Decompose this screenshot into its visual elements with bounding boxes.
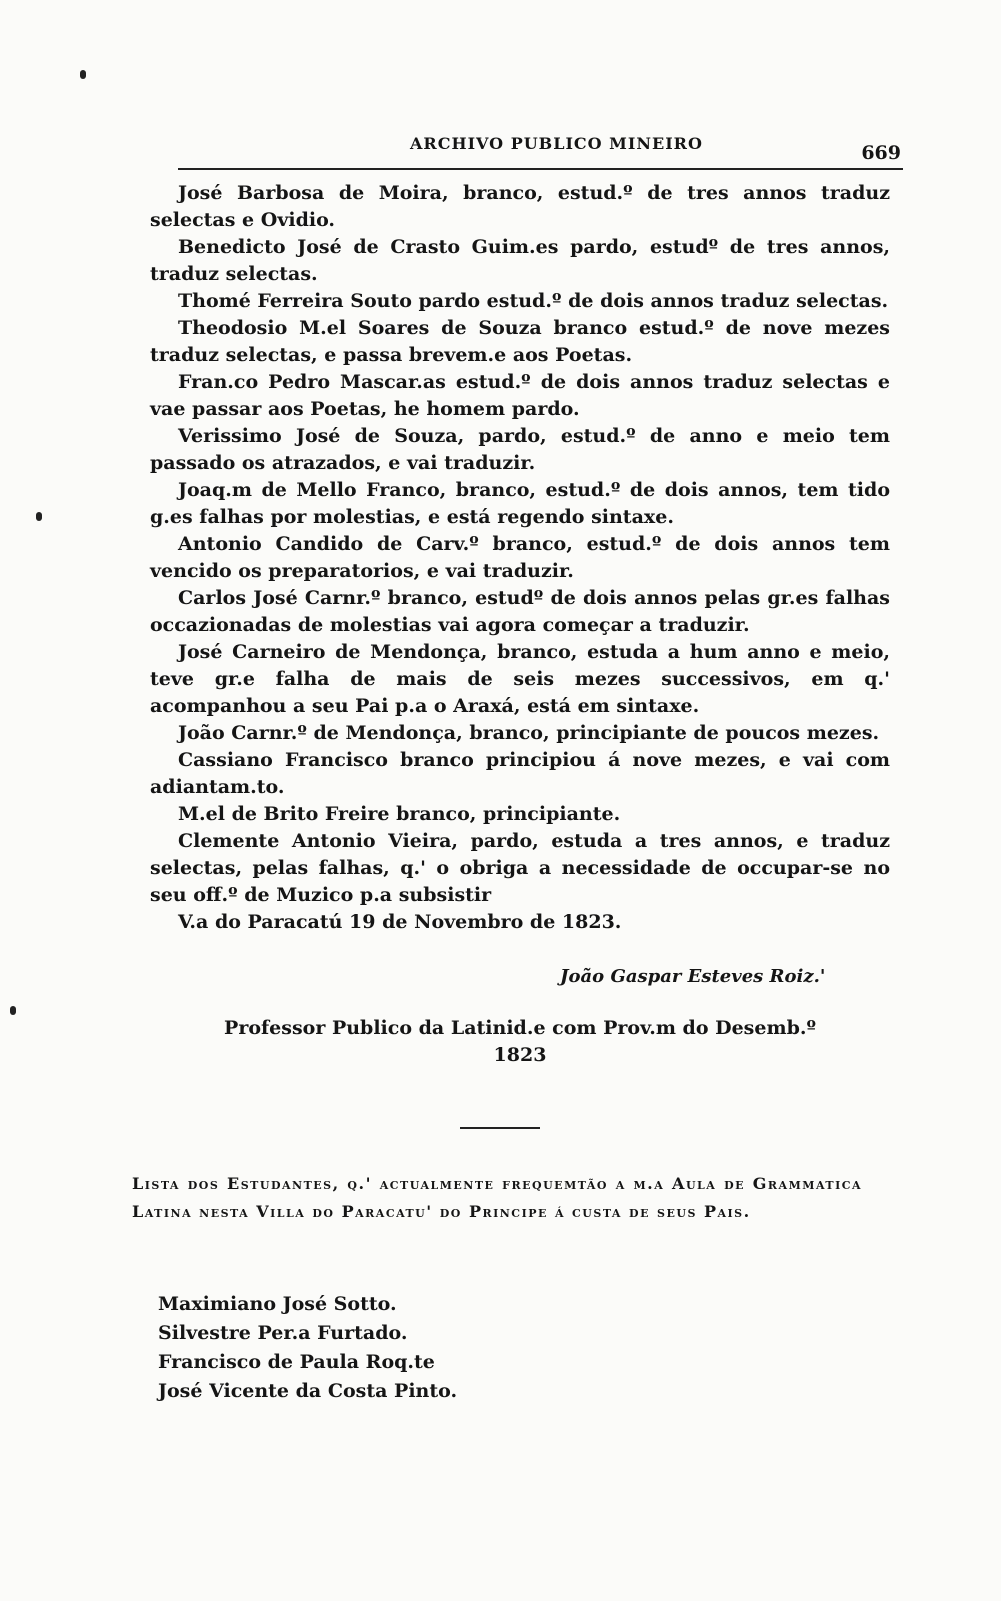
- entry-paragraph: Verissimo José de Souza, pardo, estud.º de anno e meio tem passado os atrazados, e vai traduzir.: [150, 425, 890, 474]
- signatory-post: [150, 1015, 890, 1069]
- entry-paragraph: José Carneiro de Mendonça, branco, estuda a hum anno e meio, teve gr.e falha de mais de seis mezes successivos, em q.' acompanhou a seu Pai p.a o Araxá, está em sintaxe.: [150, 641, 890, 717]
- student-entries: [150, 180, 890, 936]
- entry-paragraph: Thomé Ferreira Souto pardo estud.º de dois annos traduz selectas.: [178, 290, 889, 312]
- entry-paragraph: Theodosio M.el Soares de Souza branco estud.º de nove mezes traduz selectas, e passa brevem.e aos Poetas.: [150, 317, 890, 366]
- entry-paragraph: Joaq.m de Mello Franco, branco, estud.º de dois annos, tem tido g.es falhas por molestias, e está regendo sintaxe.: [150, 479, 890, 528]
- margin-mark: [36, 512, 42, 521]
- post-title: Professor Publico da Latinid.e com Prov.m do Desemb.º: [224, 1017, 816, 1039]
- margin-mark: [10, 1006, 16, 1015]
- page-number: 669: [861, 142, 901, 164]
- section-divider: [460, 1127, 540, 1129]
- student-list: [158, 1290, 457, 1406]
- list-item: José Vicente da Costa Pinto.: [158, 1380, 458, 1402]
- entry-paragraph: Clemente Antonio Vieira, pardo, estuda a tres annos, e traduz selectas, pelas falhas, q.' o obriga a necessidade de occupar-se no seu off.º de Muzico p.a subsistir: [150, 830, 890, 906]
- entry-paragraph: José Barbosa de Moira, branco, estud.º de tres annos traduz selectas e Ovidio.: [150, 182, 890, 231]
- running-header: [178, 128, 903, 170]
- entry-paragraph: M.el de Brito Freire branco, principiante.: [178, 803, 621, 825]
- entry-paragraph: Cassiano Francisco branco principiou á nove mezes, e vai com adiantam.to.: [150, 749, 890, 798]
- margin-mark: [80, 70, 86, 79]
- entry-paragraph: Fran.co Pedro Mascar.as estud.º de dois annos traduz selectas e vae passar aos Poetas, he homem pardo.: [150, 371, 890, 420]
- date-line: V.a do Paracatú 19 de Novembro de 1823.: [178, 911, 622, 933]
- entry-paragraph: Antonio Candido de Carv.º branco, estud.º de dois annos tem vencido os preparatorios, e vai traduzir.: [150, 533, 890, 582]
- entry-paragraph: João Carnr.º de Mendonça, branco, principiante de poucos mezes.: [178, 722, 880, 744]
- post-year: 1823: [493, 1044, 547, 1066]
- header-title: ARCHIVO PUBLICO MINEIRO: [410, 134, 703, 153]
- signature: João Gaspar Esteves Roiz.': [560, 966, 826, 987]
- list-item: Francisco de Paula Roq.te: [158, 1351, 435, 1373]
- list-item: Silvestre Per.a Furtado.: [158, 1322, 408, 1344]
- entry-paragraph: Benedicto José de Crasto Guim.es pardo, estudº de tres annos, traduz selectas.: [150, 236, 890, 285]
- list-heading: Lista dos Estudantes, q.' actualmente frequemtão a m.a Aula de Grammatica Latina nesta Villa do Paracatu' do Principe á custa de seus Pais.: [132, 1174, 862, 1221]
- list-item: Maximiano José Sotto.: [158, 1293, 397, 1315]
- entry-paragraph: Carlos José Carnr.º branco, estudº de dois annos pelas gr.es falhas occazionadas de molestias vai agora começar a traduzir.: [150, 587, 890, 636]
